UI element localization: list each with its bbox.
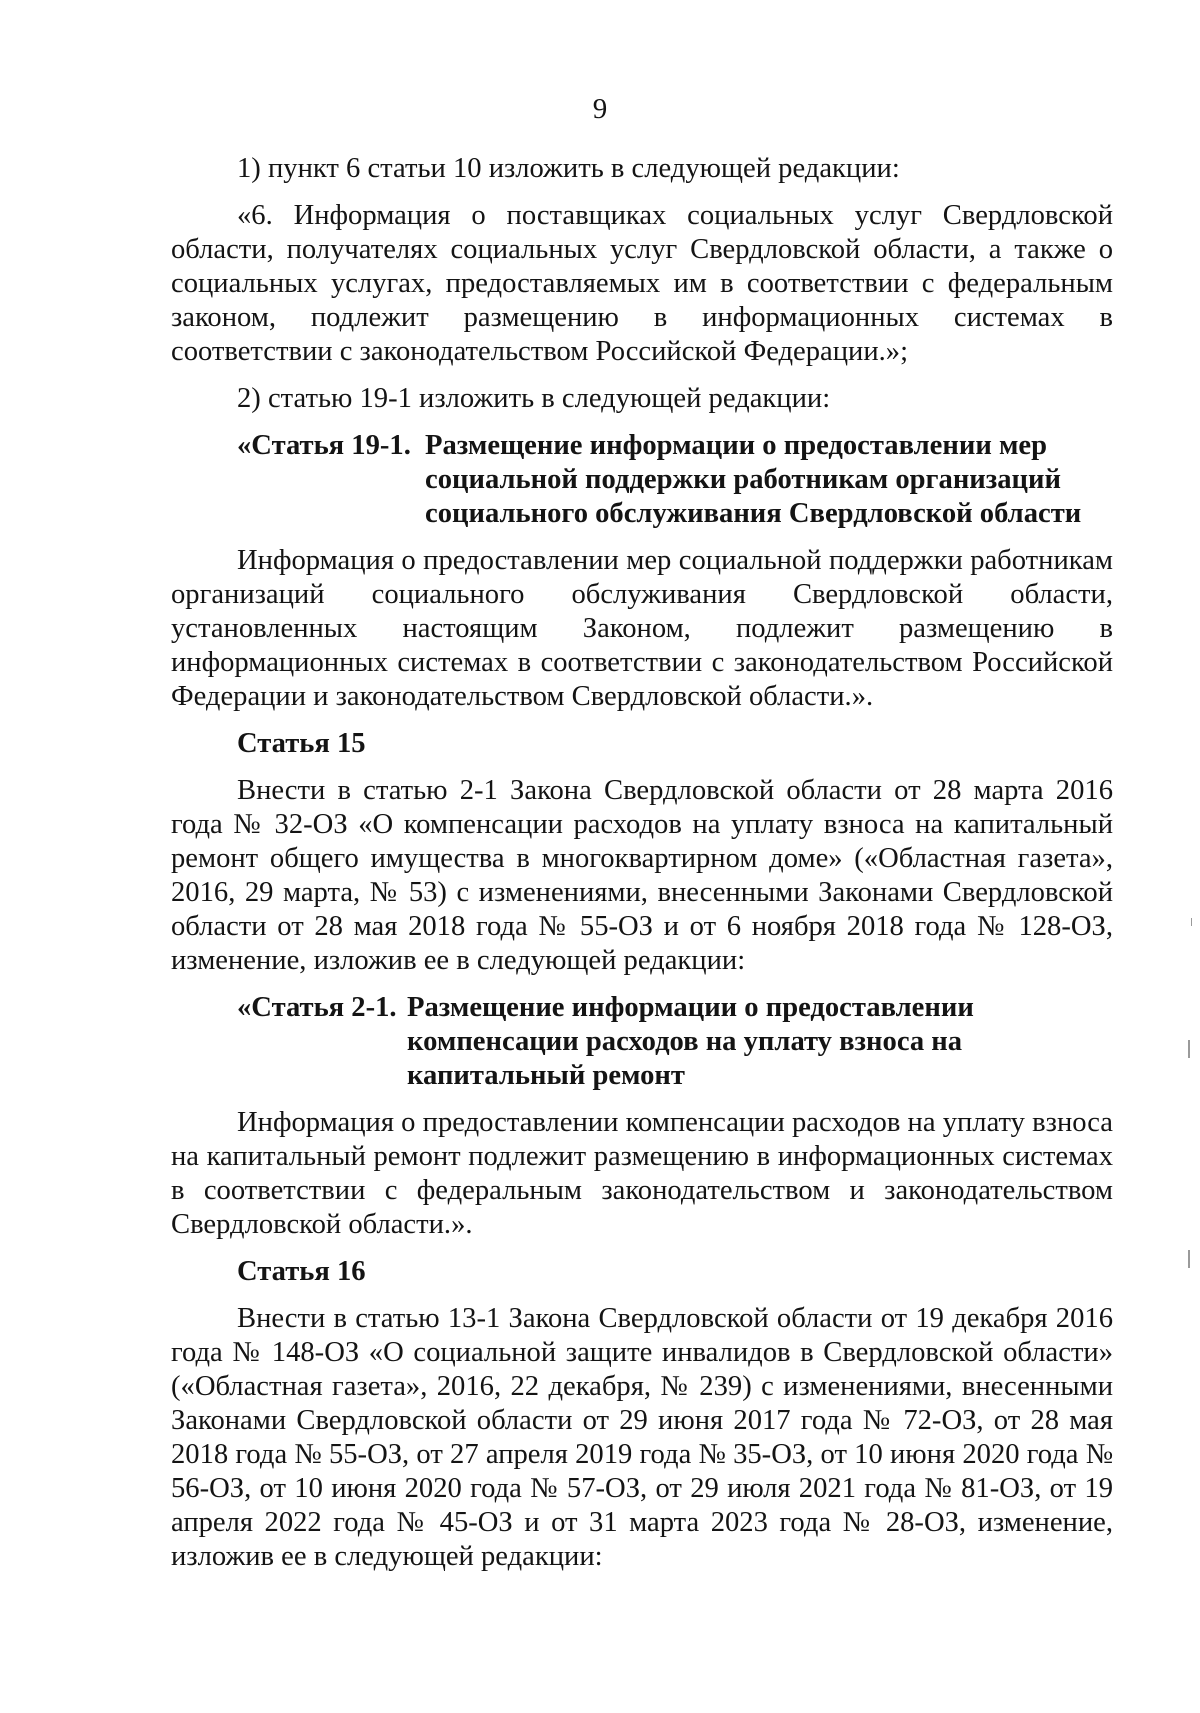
scan-margin-mark [1188,1250,1190,1268]
article-2-1-heading-line: компенсации расходов на уплату взноса на [407,1026,963,1057]
article-2-1-heading-prefix: «Статья 2-1. [237,992,397,1023]
article-15-text: Внести в статью 2-1 Закона Свердловской области от 28 марта 2016 года № 32-ОЗ «О компенсации расходов на уплату взноса на капитальный ремонт общего имущества в многоквартирном доме» («Областная газета», 2016, 29 марта, № 53) с изменениями, внесенными Законами Свердловской области от 28 мая 2018 года № 55-ОЗ и от 6 ноября 2018 года № 128-ОЗ, изменение, изложив ее в следующей редакции: [171,775,1113,976]
article-19-1-heading-line: социальной поддержки работникам организаций [425,464,1061,495]
article-19-1-text: Информация о предоставлении мер социальной поддержки работникам организаций социального обслуживания Свердловской области, установленных настоящим Законом, подлежит размещению в информационных системах в соответствии с законодательством Российской Федерации и законодательством Свердловской области.». [171,545,1113,712]
article-2-1-heading [171,991,1113,1093]
item-2-intro: 2) статью 19-1 изложить в следующей редакции: [237,383,831,414]
item-1-text: «6. Информация о поставщиках социальных услуг Свердловской области, получателях социальных услуг Свердловской области, а также о социальных услугах, предоставляемых им в соответствии с федеральным законом, подлежит размещению в информационных системах в соответствии с законодательством Российской Федерации.»; [171,200,1113,367]
article-2-1-text: Информация о предоставлении компенсации расходов на уплату взноса на капитальный ремонт подлежит размещению в информационных системах в соответствии с федеральным законодательством и законодательством Свердловской области.». [171,1107,1113,1240]
article-2-1-heading-line: Размещение информации о предоставлении [407,992,974,1023]
article-19-1-heading-line: социального обслуживания Свердловской области [425,498,1082,529]
item-1-intro: 1) пункт 6 статьи 10 изложить в следующей редакции: [237,153,900,184]
article-15-title: Статья 15 [237,728,366,759]
article-19-1-heading [171,429,1113,531]
scan-margin-mark [1188,1040,1190,1058]
article-16-title: Статья 16 [237,1256,366,1287]
article-2-1-heading-line: капитальный ремонт [407,1060,685,1091]
scan-margin-mark [1191,918,1192,926]
article-16-text: Внести в статью 13-1 Закона Свердловской области от 19 декабря 2016 года № 148-ОЗ «О социальной защите инвалидов в Свердловской области» («Областная газета», 2016, 22 декабря, № 239) с изменениями, внесенными Законами Свердловской области от 29 июня 2017 года № 72-ОЗ, от 28 мая 2018 года № 55-ОЗ, от 27 апреля 2019 года № 35-ОЗ, от 10 июня 2020 года № 56-ОЗ, от 10 июня 2020 года № 57-ОЗ, от 29 июля 2021 года № 81-ОЗ, от 19 апреля 2022 года № 45-ОЗ и от 31 марта 2023 года № 28-ОЗ, изменение, изложив ее в следующей редакции: [171,1303,1113,1572]
document-body [171,152,1113,1574]
page-number: 9 [592,93,608,125]
article-19-1-heading-line: Размещение информации о предоставлении мер [425,430,1048,461]
article-19-1-heading-prefix: «Статья 19-1. [237,430,411,461]
